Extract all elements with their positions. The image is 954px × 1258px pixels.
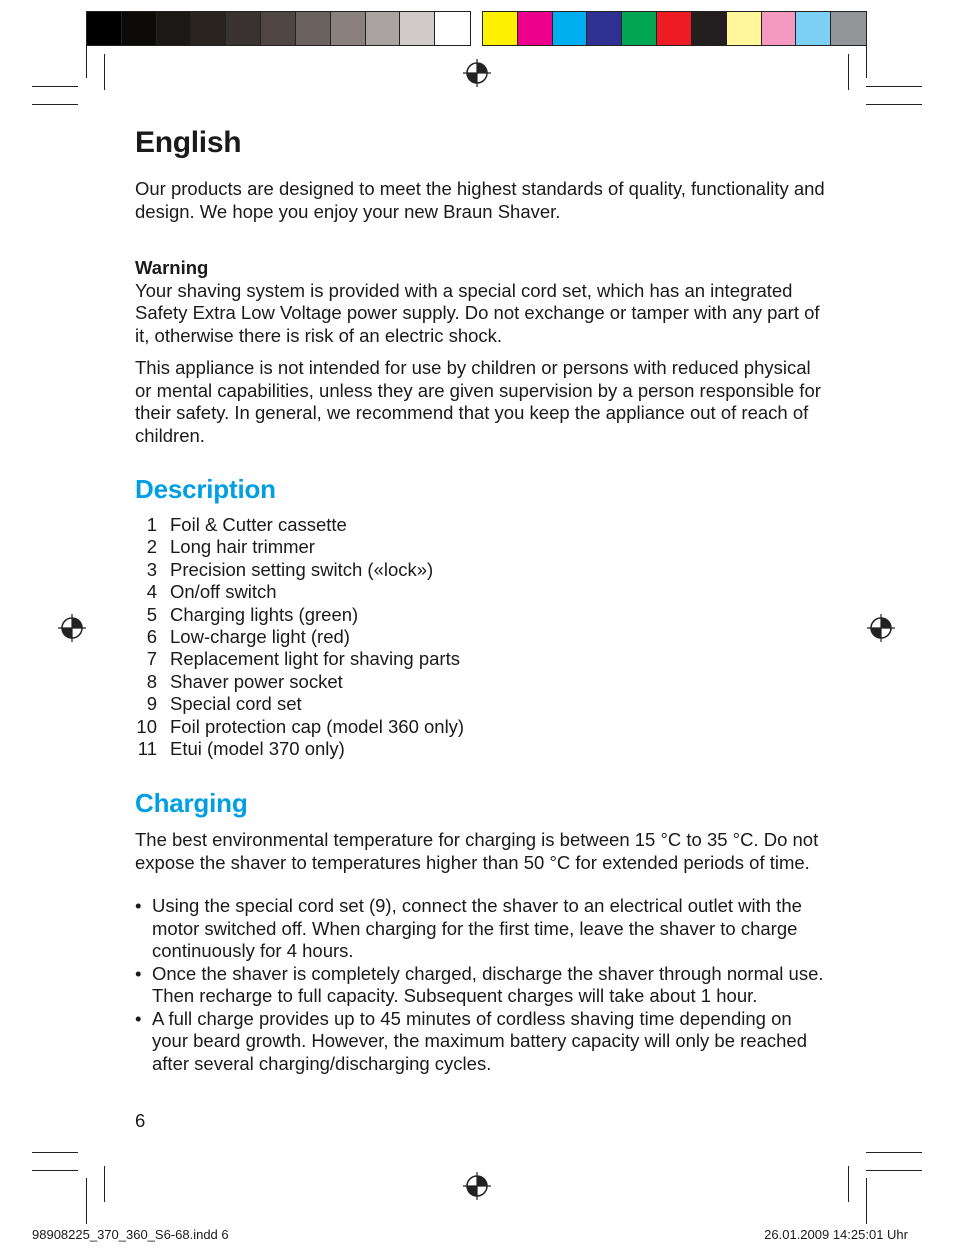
- color-swatch: [400, 12, 435, 45]
- color-swatch: [296, 12, 331, 45]
- description-heading: Description: [135, 474, 276, 504]
- crop-mark: [866, 32, 867, 78]
- item-label: Foil & Cutter cassette: [170, 514, 347, 535]
- item-number: 6: [146, 626, 157, 648]
- list-item: [135, 693, 735, 715]
- crop-mark: [866, 86, 922, 87]
- item-label: Replacement light for shaving parts: [170, 648, 460, 670]
- item-label: Etui (model 370 only): [170, 738, 345, 760]
- list-item: [135, 514, 735, 536]
- process-color-bar: [482, 11, 867, 46]
- list-item: [135, 716, 735, 738]
- color-swatch: [366, 12, 401, 45]
- list-item: [135, 626, 735, 648]
- crop-mark: [86, 1178, 87, 1224]
- item-number: 8: [146, 670, 157, 692]
- list-item: [135, 536, 735, 558]
- crop-mark: [32, 104, 78, 105]
- color-swatch: [831, 12, 866, 45]
- registration-target-icon: [867, 614, 895, 642]
- color-swatch: [483, 12, 518, 45]
- item-label: Special cord set: [170, 693, 302, 715]
- bullet-icon: •: [135, 895, 142, 916]
- color-swatch: [331, 12, 366, 45]
- crop-mark: [32, 1170, 78, 1171]
- warning-heading: Warning: [135, 257, 209, 278]
- list-item: [135, 581, 735, 603]
- item-number: 10: [136, 715, 157, 737]
- charging-bullet-list: [135, 895, 825, 1075]
- description-list: [135, 514, 735, 760]
- item-number: 9: [146, 693, 157, 715]
- color-swatch: [657, 12, 692, 45]
- color-swatch: [122, 12, 157, 45]
- item-number: 2: [146, 536, 157, 558]
- footer-timestamp: 26.01.2009 14:25:01 Uhr: [764, 1227, 908, 1242]
- children-notice-paragraph: This appliance is not intended for use by children or persons with reduced physical or mental capabilities, unless they are given supervision by a person responsible for their safety. In general, we recommend that you keep the appliance out of reach of children.: [135, 357, 821, 446]
- registration-target-icon: [463, 59, 491, 87]
- color-swatch: [261, 12, 296, 45]
- bullet-icon: •: [135, 1007, 142, 1029]
- crop-mark: [104, 54, 105, 90]
- item-number: 1: [146, 514, 157, 535]
- list-item: [135, 648, 735, 670]
- color-swatch: [518, 12, 553, 45]
- color-swatch: [796, 12, 831, 45]
- list-item: [135, 738, 735, 760]
- bullet-text: Once the shaver is completely charged, discharge the shaver through normal use. Then recharge to full capacity. Subsequent charges will take about 1 hour.: [152, 962, 824, 1006]
- page-title: English: [135, 126, 242, 159]
- list-item: [135, 1008, 825, 1076]
- registration-target-icon: [463, 1172, 491, 1200]
- item-label: Shaver power socket: [170, 670, 343, 692]
- intro-paragraph: Our products are designed to meet the highest standards of quality, functionality and design. We hope you enjoy your new Braun Shaver.: [135, 178, 825, 222]
- grayscale-color-bar: [86, 11, 471, 46]
- item-number: 7: [146, 648, 157, 670]
- crop-mark: [848, 54, 849, 90]
- color-swatch: [435, 12, 470, 45]
- bullet-text: A full charge provides up to 45 minutes of cordless shaving time depending on your beard growth. However, the maximum battery capacity will only be reached after several charging/discharging cycles.: [152, 1007, 807, 1074]
- crop-mark: [32, 1152, 78, 1153]
- color-swatch: [157, 12, 192, 45]
- crop-mark: [848, 1166, 849, 1202]
- list-item: [135, 604, 735, 626]
- crop-mark: [32, 86, 78, 87]
- color-swatch: [587, 12, 622, 45]
- charging-intro-paragraph: The best environmental temperature for charging is between 15 °C to 35 °C. Do not expose the shaver to temperatures higher than 50 °C for extended periods of time.: [135, 829, 819, 873]
- color-swatch: [226, 12, 261, 45]
- color-swatch: [727, 12, 762, 45]
- registration-target-icon: [58, 614, 86, 642]
- item-label: Low-charge light (red): [170, 626, 350, 648]
- color-swatch: [553, 12, 588, 45]
- list-item: [135, 895, 825, 963]
- footer-filename: 98908225_370_360_S6-68.indd 6: [32, 1227, 229, 1242]
- item-label: Charging lights (green): [170, 603, 359, 625]
- color-swatch: [87, 12, 122, 45]
- crop-mark: [866, 1178, 867, 1224]
- page-number: 6: [135, 1110, 146, 1131]
- item-label: Foil protection cap (model 360 only): [170, 715, 465, 737]
- item-number: 5: [146, 603, 157, 625]
- charging-heading: Charging: [135, 788, 248, 818]
- warning-section: [135, 257, 825, 347]
- bullet-icon: •: [135, 962, 142, 984]
- crop-mark: [866, 1170, 922, 1171]
- item-number: 3: [146, 558, 157, 580]
- crop-mark: [866, 104, 922, 105]
- color-swatch: [622, 12, 657, 45]
- list-item: [135, 559, 735, 581]
- color-swatch: [692, 12, 727, 45]
- crop-mark: [86, 32, 87, 78]
- item-number: 11: [137, 738, 157, 760]
- bullet-text: Using the special cord set (9), connect the shaver to an electrical outlet with the motor switched off. When charging for the first time, leave the shaver to charge continuously for 4 hours.: [152, 895, 802, 961]
- warning-text: Your shaving system is provided with a special cord set, which has an integrated Safety Extra Low Voltage power supply. Do not exchange or tamper with any part of it, otherwise there is risk of an electric shock.: [135, 279, 820, 346]
- list-item: [135, 671, 735, 693]
- color-swatch: [762, 12, 797, 45]
- color-swatch: [191, 12, 226, 45]
- item-label: Precision setting switch («lock»): [170, 558, 434, 580]
- crop-mark: [104, 1166, 105, 1202]
- crop-mark: [866, 1152, 922, 1153]
- item-label: Long hair trimmer: [170, 536, 315, 558]
- item-number: 4: [146, 581, 157, 603]
- item-label: On/off switch: [170, 581, 277, 603]
- list-item: [135, 963, 825, 1008]
